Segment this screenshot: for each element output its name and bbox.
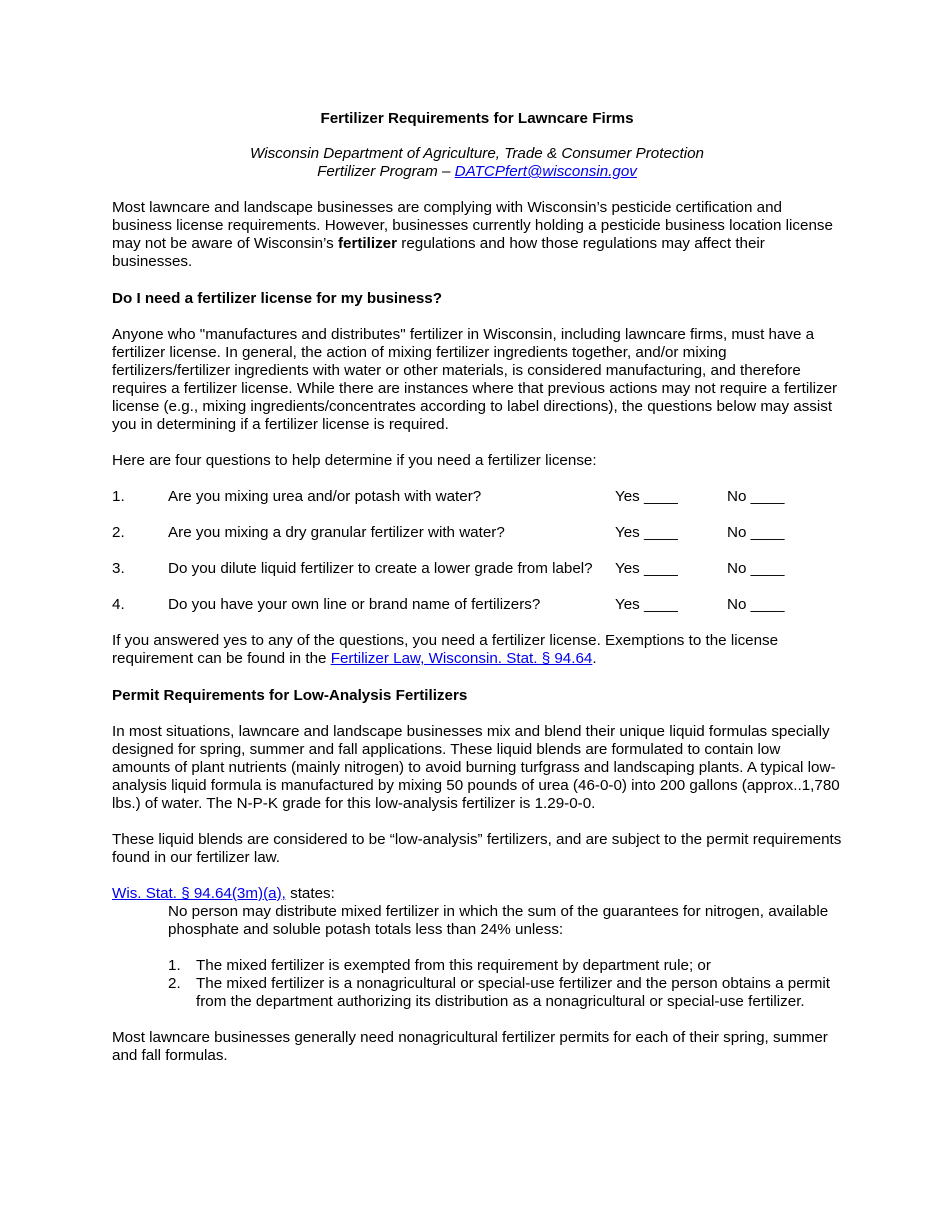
yes-answer-field[interactable]: Yes ____ (615, 488, 678, 505)
document-page (112, 110, 842, 1065)
question-text: Do you dilute liquid fertilizer to create a lower grade from label? (168, 560, 593, 577)
list-text: The mixed fertilizer is exempted from this requirement by department rule; or (196, 957, 711, 974)
intro-text-2: regulations and how those regulations may affect their businesses. (112, 235, 765, 270)
fertilizer-law-link[interactable]: Fertilizer Law, Wisconsin. Stat. § 94.64 (330, 650, 593, 667)
intro-bold: fertilizer (337, 235, 398, 252)
question-text: Are you mixing a dry granular fertilizer with water? (168, 524, 505, 541)
questions-intro: Here are four questions to help determine if you need a fertilizer license: (112, 452, 597, 469)
license-paragraph: Anyone who "manufactures and distributes" fertilizer in Wisconsin, including lawncare firms, must have a fertilizer license. In general, the action of mixing fertilizer ingredients together, and/or mixing fertilizers/fertilizer ingredients with water or other materials, is considered manufacturing, and therefore requires a fertilizer license. While there are instances where that previous actions may not require a fertilizer license (e.g., mixing ingredients/concentrates according to label directions), the questions below may assist you in determining if a fertilizer license is required. (112, 326, 838, 433)
list-item (168, 975, 842, 1011)
question-number: 2. (112, 524, 125, 541)
no-answer-field[interactable]: No ____ (727, 488, 785, 505)
statute-quote: No person may distribute mixed fertilizer in which the sum of the guarantees for nitrogen, available phosphate and soluble potash totals less than 24% unless: (168, 903, 829, 938)
license-heading: Do I need a fertilizer license for my business? (112, 290, 443, 307)
permit-heading: Permit Requirements for Low-Analysis Fertilizers (112, 687, 468, 704)
list-number: 2. (168, 975, 181, 992)
question-number: 4. (112, 596, 125, 613)
conditions-list (168, 957, 842, 1011)
answer-end: . (592, 650, 597, 667)
program-line (112, 163, 842, 181)
statute-suffix: states: (285, 885, 335, 902)
answer-text: If you answered yes to any of the questions, you need a fertilizer license. Exemptions to the license requirement can be found in the (112, 632, 779, 667)
no-answer-field[interactable]: No ____ (727, 560, 785, 577)
statute-link[interactable]: Wis. Stat. § 94.64(3m)(a), (112, 885, 286, 902)
statute-line (112, 885, 842, 903)
question-text: Do you have your own line or brand name of fertilizers? (168, 596, 541, 613)
agency-name: Wisconsin Department of Agriculture, Trade & Consumer Protection (250, 145, 704, 162)
permit-paragraph-2: These liquid blends are considered to be “low-analysis” fertilizers, and are subject to the permit requirements found in our fertilizer law. (112, 831, 842, 866)
list-text: The mixed fertilizer is a nonagricultural or special-use fertilizer and the person obtains a permit from the department authorizing its distribution as a nonagricultural or special-use fertilizer. (196, 975, 830, 1010)
question-row (112, 524, 842, 542)
no-answer-field[interactable]: No ____ (727, 596, 785, 613)
question-row (112, 488, 842, 506)
program-label: Fertilizer Program – (317, 163, 455, 180)
email-link[interactable]: DATCPfert@wisconsin.gov (454, 163, 637, 180)
permit-paragraph-1: In most situations, lawncare and landscape businesses mix and blend their unique liquid formulas specially designed for spring, summer and fall applications. These liquid blends are formulated to contain low amounts of plant nutrients (mainly nitrogen) to avoid burning turfgrass and landscaping plants. A typical low-analysis liquid formula is manufactured by mixing 50 pounds of urea (46-0-0) into 200 gallons (approx..1,780 lbs.) of water. The N-P-K grade for this low-analysis fertilizer is 1.29-0-0. (112, 723, 840, 812)
list-number: 1. (168, 957, 181, 974)
no-answer-field[interactable]: No ____ (727, 524, 785, 541)
questions-list (112, 488, 842, 614)
closing-paragraph: Most lawncare businesses generally need nonagricultural fertilizer permits for each of their spring, summer and fall formulas. (112, 1029, 828, 1064)
question-text: Are you mixing urea and/or potash with water? (168, 488, 482, 505)
intro-paragraph (112, 199, 842, 271)
question-row (112, 596, 842, 614)
yes-answer-field[interactable]: Yes ____ (615, 524, 678, 541)
page-title: Fertilizer Requirements for Lawncare Firms (320, 110, 634, 127)
intro-text-1: Most lawncare and landscape businesses are complying with Wisconsin’s pesticide certification and business license requirements. However, businesses currently holding a pesticide business location license may not be aware of Wisconsin’s (112, 199, 833, 252)
question-row (112, 560, 842, 578)
yes-answer-field[interactable]: Yes ____ (615, 560, 678, 577)
question-number: 3. (112, 560, 125, 577)
answer-paragraph (112, 632, 842, 668)
question-number: 1. (112, 488, 125, 505)
list-item (168, 957, 842, 975)
yes-answer-field[interactable]: Yes ____ (615, 596, 678, 613)
